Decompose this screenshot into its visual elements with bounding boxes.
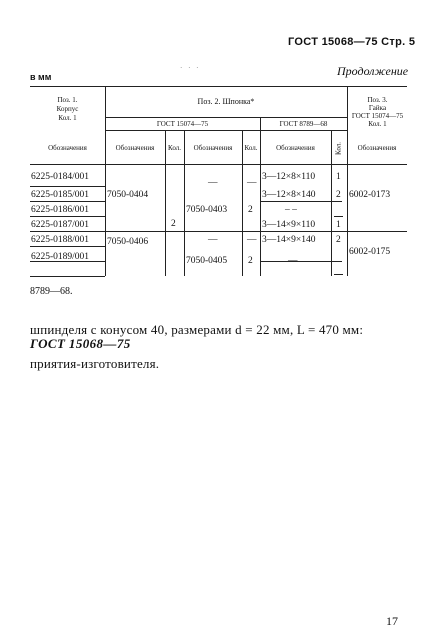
col-designation: Обозначения (357, 144, 397, 152)
key-sub-qty: 2 (248, 205, 253, 215)
header-pos2: Поз. 2. Шпонка* (197, 97, 255, 106)
pos1-cell: 6225-0185/001 (31, 190, 90, 200)
text-line-3: приятия-изготовителя. (30, 356, 160, 371)
col-qty-vertical: Кол. (334, 142, 343, 155)
pos1-cell: 6225-0184/001 (31, 172, 90, 182)
text-line-1: шпинделя с конусом 40, размерами d = 22 мм, L = 470 мм: (30, 322, 364, 337)
header-gost-8789: ГОСТ 8789—68 (279, 120, 328, 128)
key-dim-qty: 1 (336, 220, 341, 230)
key-dim-qty: 2 (336, 235, 341, 245)
col-designation: Обозначения (48, 144, 87, 152)
table-border-bottom (30, 276, 105, 277)
key-sub-designation: 7050-0403 (186, 205, 228, 215)
key-dimension: – – (285, 205, 297, 215)
key-dimension: 3—14×9×140 (262, 235, 316, 245)
col-divider (260, 117, 261, 276)
row-rule (30, 216, 105, 217)
units-label: в мм (30, 72, 52, 82)
nut-designation: 6002-0175 (349, 247, 391, 257)
row-rule (260, 261, 342, 262)
scan-speck: · · · (180, 64, 201, 72)
col-designation: Обозначения (276, 144, 315, 152)
col-qty: Кол. (168, 144, 181, 152)
key-dash: — (247, 178, 257, 188)
key-dimension: — (288, 256, 298, 266)
col-qty: Кол. (244, 144, 258, 152)
header-gost-15074: ГОСТ 15074—75 (156, 120, 209, 128)
row-rule (260, 201, 342, 202)
col-designation: Обозначения (115, 144, 155, 152)
text-line-2: ГОСТ 15068—75 (30, 336, 131, 351)
header-rule-1 (105, 117, 347, 118)
key-dash: — (247, 235, 257, 245)
key-dim-qty: 2 (336, 190, 341, 200)
col-divider (331, 130, 332, 276)
pos1-cell: 6225-0188/001 (31, 235, 90, 245)
pos1-cell: 6225-0186/001 (31, 205, 90, 215)
row-rule (30, 201, 105, 202)
col-designation: Обозначения (193, 144, 233, 152)
key-dash: — (208, 178, 218, 188)
dash-rule (334, 274, 343, 275)
spec-table (30, 86, 407, 276)
key-dim-qty: 1 (336, 172, 341, 182)
key-sub-qty: 2 (248, 256, 253, 266)
key-sub-designation: 7050-0405 (186, 256, 228, 266)
nut-designation: 6002-0173 (349, 190, 391, 200)
table-border-top (30, 86, 407, 87)
row-rule (30, 246, 105, 247)
key-dimension: 3—12×8×140 (262, 190, 316, 200)
header-pos1: Поз. 1. Корпус Кол. 1 (56, 96, 79, 122)
key-qty: 2 (171, 219, 176, 229)
pos1-cell: 6225-0187/001 (31, 220, 90, 230)
key-designation: 7050-0406 (107, 237, 149, 247)
footnote-ref: 8789—68. (30, 286, 73, 297)
col-divider (105, 86, 106, 276)
dash-rule (334, 216, 343, 217)
continuation-label: Продолжение (337, 64, 409, 78)
header-rule-2 (105, 130, 347, 131)
header-gost-page: ГОСТ 15068—75 Стр. 5 (288, 36, 416, 48)
pos1-cell: 6225-0189/001 (31, 252, 90, 262)
key-designation: 7050-0404 (107, 190, 149, 200)
key-dimension: 3—12×8×110 (262, 172, 316, 182)
header-pos3: Поз. 3. Гайка ГОСТ 15074—75 Кол. 1 (351, 96, 404, 128)
key-dash: — (208, 235, 218, 245)
page-number: 17 (386, 614, 398, 628)
key-dimension: 3—14×9×110 (262, 220, 316, 230)
header-bottom-rule (30, 164, 407, 165)
row-rule (30, 186, 105, 187)
group-rule (30, 231, 407, 232)
